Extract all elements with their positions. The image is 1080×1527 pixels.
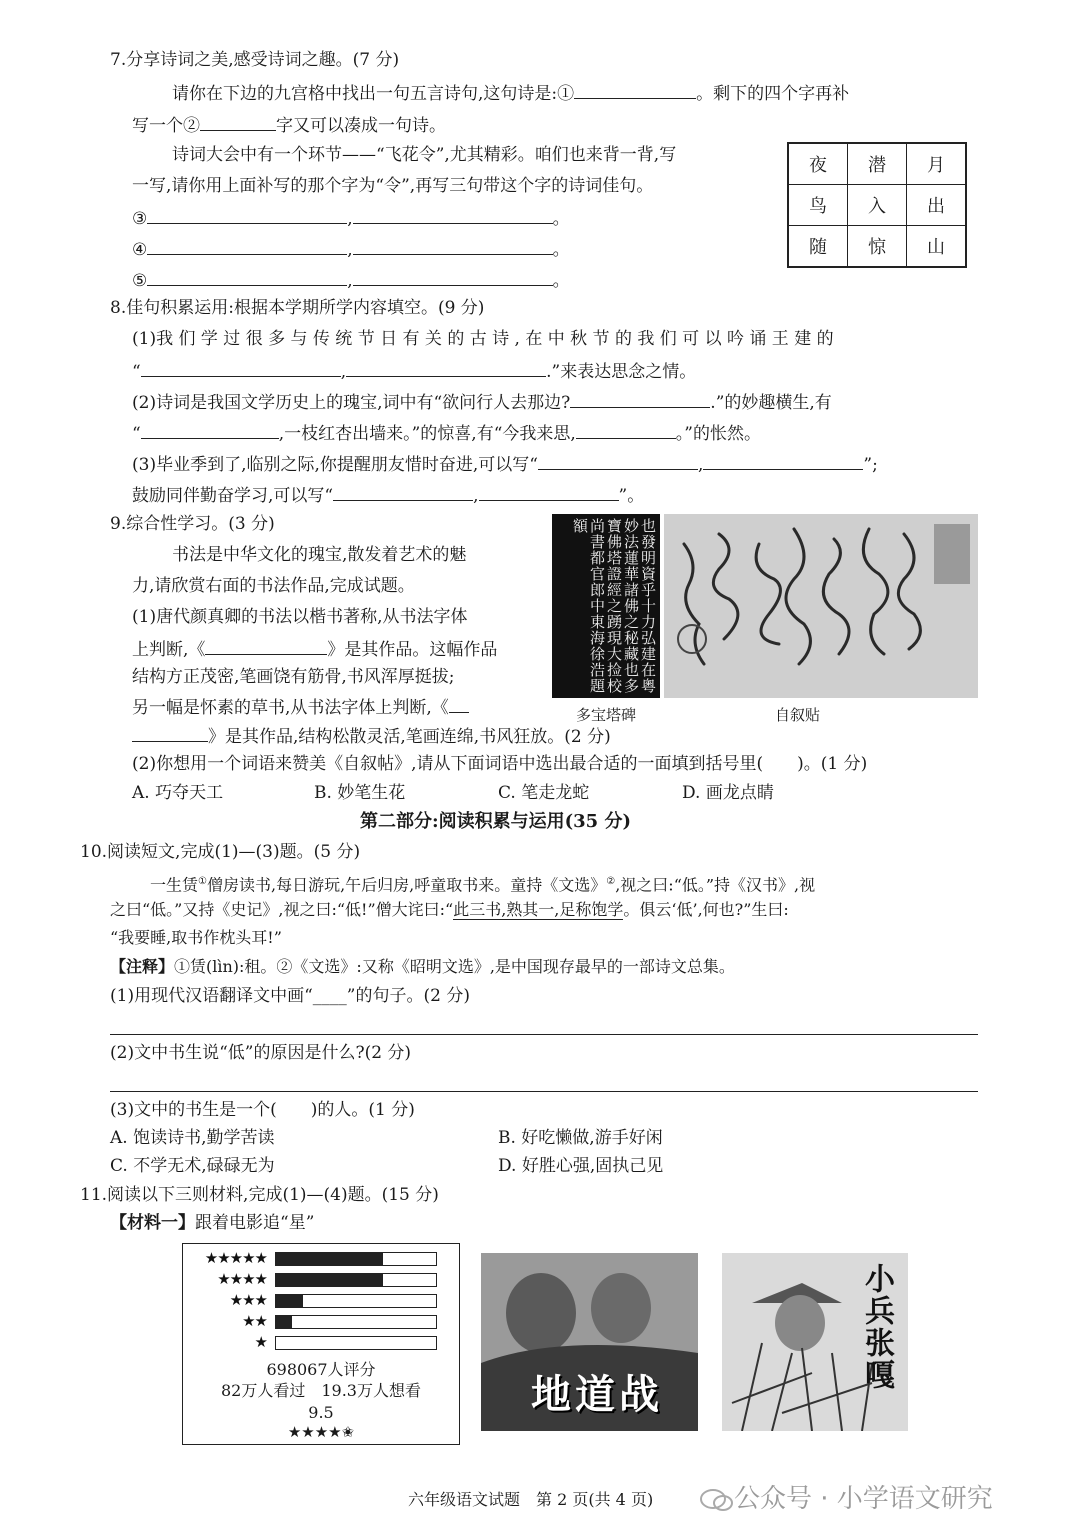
q8-p2b-open: “: [132, 424, 141, 444]
q8-title: 8.佳句积累运用:根据本学期所学内容填空。(9 分): [110, 298, 485, 318]
watermark-text: 公众号 · 小学语文研究: [734, 1484, 993, 1514]
q7-line2-text-a: 写一个②: [132, 116, 200, 136]
q10-text-2: [110, 898, 789, 922]
q8-blank-3b[interactable]: [703, 451, 863, 470]
rating-count: 698067人评分: [266, 1360, 376, 1379]
q7-blank-4b[interactable]: [353, 236, 553, 255]
grid-cell: 鸟: [788, 185, 848, 226]
q10-title: 10.阅读短文,完成(1)—(3)题。(5 分): [80, 842, 361, 862]
grid-cell: 惊: [848, 226, 907, 268]
q11-material1-title: 跟着电影追“星”: [195, 1213, 315, 1233]
duobao-stele-image: [552, 514, 660, 698]
rating-stars: ★★: [242, 1312, 267, 1330]
poster-didaozhan-title: 地道战: [531, 1371, 663, 1418]
grid-cell: 夜: [788, 143, 848, 185]
q10-text-1a: 一生赁: [150, 875, 199, 895]
q9-line5: 结构方正茂密,笔画饶有筋骨,书风浑厚挺拔;: [132, 667, 455, 687]
q8-p3a: [132, 451, 878, 477]
seal-circle: [678, 625, 706, 653]
q10-sup-1: ①: [198, 876, 207, 887]
rating-watch: 82万人看过 19.3万人想看: [221, 1381, 421, 1400]
q8-p2a-text: (2)诗词是我国文学历史上的瑰宝,词中有“欲问行人去那边?: [132, 393, 571, 413]
q8-blank-2b[interactable]: [141, 420, 279, 439]
q11-material1: [110, 1211, 314, 1235]
q9-title: 9.综合性学习。(3 分): [110, 514, 275, 534]
q8-blank-3c[interactable]: [333, 482, 473, 501]
rating-stars: ★★★★★: [204, 1249, 267, 1267]
q7-answer-3-comma: ,: [347, 209, 353, 229]
q7-blank-5a[interactable]: [147, 267, 347, 286]
q8-blank-1b[interactable]: [346, 358, 546, 377]
rating-stars: ★★★: [229, 1291, 267, 1309]
poster-xiaobing-zhangga: [722, 1253, 908, 1431]
q10-note-text: ①赁(lìn):租。②《文选》:又称《昭明文选》,是中国现存最早的一部诗文总集。: [174, 957, 735, 976]
q9-line2: 力,请欣赏右面的书法作品,完成试题。: [132, 576, 415, 596]
nine-grid: [787, 142, 967, 268]
q7-answer-5-num: ⑤: [132, 271, 148, 291]
rating-bar: [275, 1252, 437, 1266]
q8-blank-1a[interactable]: [141, 358, 341, 377]
cursive-script-strokes: [664, 514, 978, 698]
q8-p1b-open: “: [132, 362, 141, 382]
rating-bar: [275, 1336, 437, 1350]
rating-score-stars: ★★★★✬: [287, 1423, 355, 1441]
q7-answer-3-num: ③: [132, 209, 148, 229]
q10-opt-c[interactable]: C. 不学无术,碌碌无为: [110, 1156, 275, 1176]
seal-stamp: [934, 524, 970, 584]
q10-opt-d[interactable]: D. 好胜心强,固执己见: [498, 1156, 664, 1176]
grid-cell: 山: [907, 226, 967, 268]
q8-p1b: [132, 358, 696, 384]
watermark: [700, 1484, 993, 1514]
q8-p2b-end: 。”的怅然。: [675, 424, 761, 444]
q9-line7: [132, 723, 611, 749]
q9-blank-2a[interactable]: [449, 694, 469, 713]
q9-opt-d[interactable]: D. 画龙点睛: [682, 783, 774, 803]
part2-heading: 第二部分:阅读积累与运用(35 分): [360, 811, 631, 832]
q7-blank-2[interactable]: [200, 112, 276, 131]
caption-duobao: 多宝塔碑: [576, 706, 637, 724]
stele-text: 也發明資乎十力弘建在粵妙法蓮華諸佛之秘藏也多寶佛塔證經之踴現大捡校尚書都官郎中東海徐浩題額: [571, 518, 657, 694]
q8-p1b-mid: ,: [340, 362, 347, 382]
q9-blank-1[interactable]: [205, 636, 327, 655]
q7-line4: 一写,请你用上面补写的那个字为“令”,再写三句带这个字的诗词佳句。: [132, 176, 654, 196]
q9-line1: 书法是中华文化的瑰宝,散发着艺术的魅: [172, 545, 467, 565]
q10-opt-a[interactable]: A. 饱读诗书,勤学苦读: [110, 1128, 275, 1148]
q8-p3b-text: 鼓励同伴勤奋学习,可以写“: [132, 486, 334, 506]
q7-blank-3b[interactable]: [353, 205, 553, 224]
q7-line2-text-b: 字又可以凑成一句诗。: [276, 116, 446, 136]
q7-answer-3: [132, 205, 570, 231]
grid-cell: 随: [788, 226, 848, 268]
q9-line6: [132, 694, 469, 720]
q10-text-1c: ,视之曰:“低。”持《汉书》,视: [615, 875, 816, 895]
q10-text-2a: 之曰“低。”又持《史记》,视之曰:“低!”僧大诧曰:“: [110, 900, 454, 919]
q8-blank-3d[interactable]: [479, 482, 619, 501]
zixu-tie-image: [664, 514, 978, 698]
q7-answer-4-period: 。: [552, 240, 570, 260]
q7-answer-4-num: ④: [132, 240, 148, 260]
q10-text-1: [150, 870, 815, 897]
rating-bar-fill: [276, 1295, 303, 1307]
q7-blank-3a[interactable]: [147, 205, 347, 224]
q8-p1b-end: .”来表达思念之情。: [546, 362, 697, 382]
page-footer: 六年级语文试题 第 2 页(共 4 页): [408, 1490, 654, 1509]
grid-cell: 出: [907, 185, 967, 226]
q9-line6-text: 另一幅是怀素的草书,从书法字体上判断,《: [132, 698, 449, 718]
q7-line3: 诗词大会中有一个环节——“飞花令”,尤其精彩。咱们也来背一背,写: [172, 145, 677, 165]
q7-line1-text-a: 请你在下边的九宫格中找出一句五言诗句,这句诗是:①: [172, 84, 575, 104]
q9-line4-text-b: 》是其作品。这幅作品: [327, 640, 498, 660]
q9-line4: [132, 636, 497, 662]
q8-blank-3a[interactable]: [538, 451, 698, 470]
grid-cell: 月: [907, 143, 967, 185]
q8-blank-2c[interactable]: [576, 420, 676, 439]
q7-answer-5-comma: ,: [347, 271, 353, 291]
caption-zixu: 自叙贴: [775, 706, 821, 724]
rating-score: 9.5: [308, 1403, 334, 1422]
q7-blank-1[interactable]: [574, 80, 696, 99]
q10-underlined-sentence: 此三书,熟其一,足称饱学: [453, 900, 624, 919]
q10-text-2b: 。俱云‘低’,何也?”生曰:: [623, 900, 789, 919]
q10-opt-b[interactable]: B. 好吃懒做,游手好闲: [498, 1128, 663, 1148]
rating-bar: [275, 1315, 437, 1329]
q10-sub2: (2)文中书生说“低”的原因是什么?(2 分): [110, 1043, 412, 1063]
q7-blank-5b[interactable]: [353, 267, 553, 286]
rating-stars: ★: [254, 1333, 267, 1351]
q10-note-heading: 【注释】: [110, 957, 175, 976]
q9-blank-2b[interactable]: [132, 723, 208, 742]
q10-answer-line-1[interactable]: [110, 1034, 978, 1035]
grid-cell: 潜: [848, 143, 907, 185]
q9-line7-text: 》是其作品,结构松散灵活,笔画连绵,书风狂放。(2 分): [208, 727, 611, 747]
q9-opt-a[interactable]: A. 巧夺天工: [132, 783, 224, 803]
q8-p3b: [132, 482, 644, 508]
q10-answer-line-2[interactable]: [110, 1091, 978, 1092]
q8-p3a-text: (3)毕业季到了,临别之际,你提醒朋友惜时奋进,可以写“: [132, 455, 538, 475]
q7-answer-4-comma: ,: [347, 240, 353, 260]
q10-note: [110, 955, 735, 979]
q10-sup-2: ②: [606, 876, 616, 887]
q9-line8: (2)你想用一个词语来赞美《自叙帖》,请从下面词语中选出最合适的一面填到括号里( )。(1 分): [132, 754, 868, 774]
rating-bar: [275, 1294, 437, 1308]
q8-p3b-end: ”。: [618, 486, 645, 506]
q8-p2a-end: .”的妙趣横生,有: [710, 393, 832, 413]
q7-answer-3-period: 。: [552, 209, 570, 229]
q8-p2b: [132, 420, 761, 446]
q7-line1-text-b: 。剩下的四个字再补: [696, 84, 850, 104]
poster-didaozhan: [481, 1253, 698, 1431]
q10-text-1b: 僧房读书,每日游玩,午后归房,呼童取书来。童持《文选》: [206, 875, 607, 895]
q10-sub3: (3)文中的书生是一个( )的人。(1 分): [110, 1100, 415, 1120]
q9-line4-text-a: 上判断,《: [132, 640, 206, 660]
q9-opt-b[interactable]: B. 妙笔生花: [314, 783, 406, 803]
q7-answer-4: [132, 236, 570, 262]
q7-blank-4a[interactable]: [147, 236, 347, 255]
poster-zhangga-title: 小兵张嘎: [859, 1263, 894, 1391]
rating-bar: [275, 1273, 437, 1287]
q8-p2b-mid: ,一枝红杏出墙来。”的惊喜,有“今我来思,: [278, 424, 576, 444]
q9-opt-c[interactable]: C. 笔走龙蛇: [498, 783, 590, 803]
grid-cell: 入: [848, 185, 907, 226]
q9-line3: (1)唐代颜真卿的书法以楷书著称,从书法字体: [132, 607, 468, 627]
q7-answer-5: [132, 267, 570, 293]
rating-bar-fill: [276, 1274, 383, 1286]
q8-p3a-mid: ,: [697, 455, 704, 475]
q7-title: 7.分享诗词之美,感受诗词之趣。(7 分): [110, 50, 400, 70]
rating-bar-fill: [276, 1316, 292, 1328]
q7-line2: [132, 112, 446, 138]
wechat-icon: [700, 1488, 734, 1512]
q10-text-3: “我要睡,取书作枕头耳!”: [110, 928, 282, 947]
q8-p3a-end: ”;: [863, 455, 878, 475]
q8-blank-2a[interactable]: [570, 389, 710, 408]
rating-bar-fill: [276, 1253, 383, 1265]
rating-panel: [182, 1243, 460, 1445]
q10-sub1: (1)用现代汉语翻译文中画“____”的句子。(2 分): [110, 986, 470, 1006]
q11-material1-heading: 【材料一】: [110, 1213, 195, 1233]
q8-p1a: (1)我 们 学 过 很 多 与 传 统 节 日 有 关 的 古 诗 , 在 中 秋 节 的 我 们 可 以 吟 诵 王 建 的: [132, 329, 834, 349]
q8-p2a: [132, 389, 832, 415]
q7-answer-5-period: 。: [552, 271, 570, 291]
rating-stars: ★★★★: [217, 1270, 267, 1288]
q11-title: 11.阅读以下三则材料,完成(1)—(4)题。(15 分): [80, 1185, 439, 1205]
q7-line1: [172, 80, 849, 106]
q8-p3b-mid: ,: [473, 486, 479, 506]
